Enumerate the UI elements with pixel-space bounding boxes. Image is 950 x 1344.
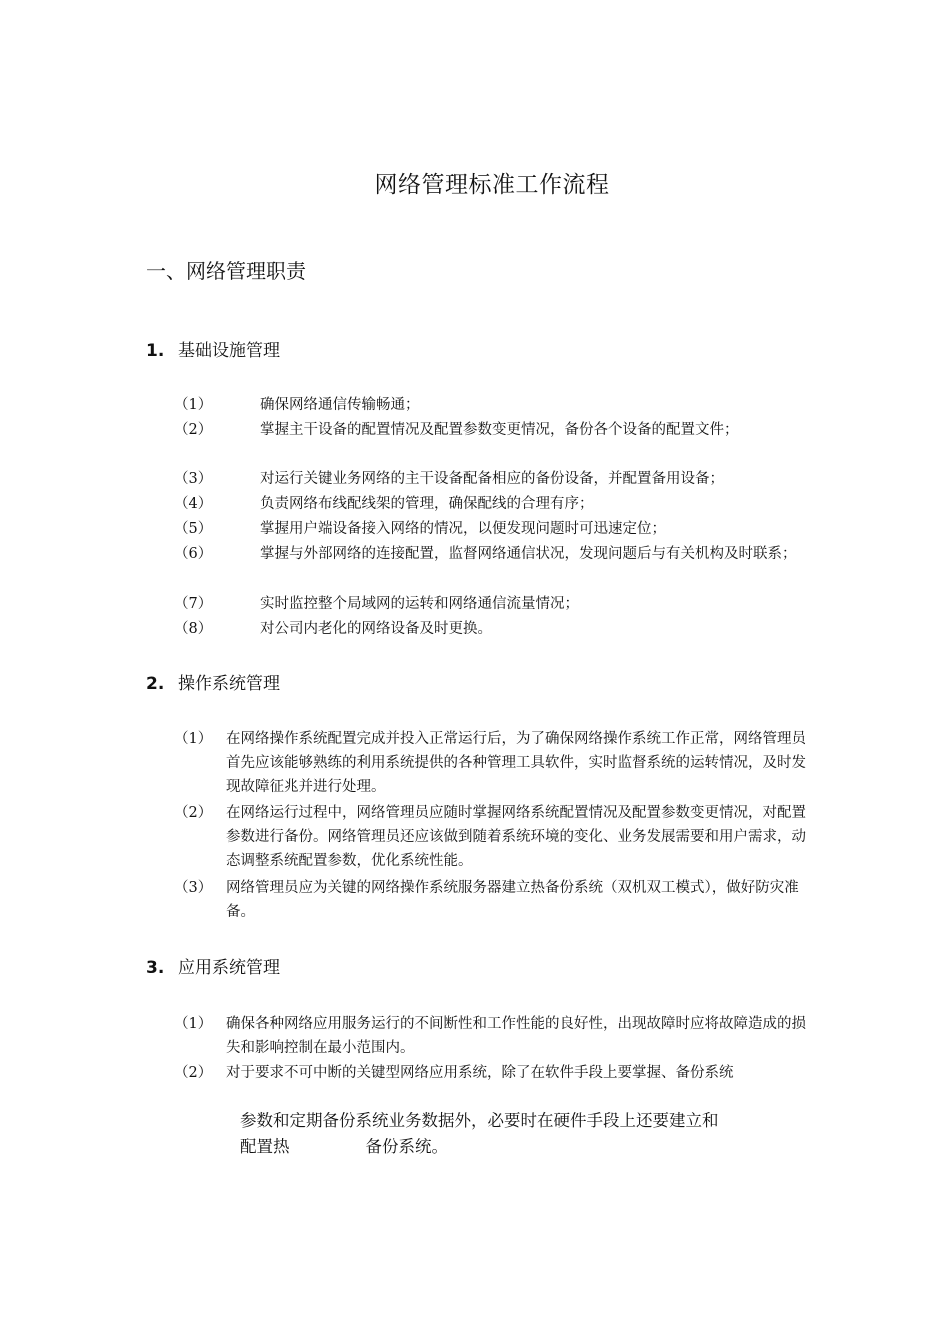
item-text: 掌握主干设备的配置情况及配置参数变更情况，备份各个设备的配置文件； [260, 422, 739, 438]
heading-text: 应用系统管理 [178, 958, 280, 978]
list-item [174, 1012, 814, 1060]
item-text: 对于要求不可中断的关键型网络应用系统，除了在软件手段上要掌握、备份系统 [226, 1065, 734, 1081]
list-item [174, 592, 814, 616]
item-marker: （2） [174, 1065, 213, 1081]
item-text: 在网络运行过程中，网络管理员应随时掌握网络系统配置情况及配置参数变更情况，对配置参数进行备份。网络管理员还应该做到随着系统环境的变化、业务发展需要和用户需求，动态调整系统配置参数，优化系统性能。 [226, 805, 806, 869]
list-item [174, 418, 814, 442]
heading-text: 操作系统管理 [178, 674, 280, 694]
list-item [174, 467, 814, 491]
list-item [174, 801, 814, 873]
heading-number: 2. [146, 674, 165, 694]
item-marker: （8） [174, 621, 213, 637]
item-marker: （7） [174, 596, 213, 612]
list-item [174, 542, 814, 566]
heading-number: 3. [146, 958, 165, 978]
continuation-line: 参数和定期备份系统业务数据外，必要时在硬件手段上还要建立和 [240, 1111, 719, 1130]
item-marker: （3） [174, 880, 213, 896]
item-marker: （4） [174, 496, 213, 512]
continuation-text: 备份系统。 [365, 1137, 448, 1156]
item-text: 在网络操作系统配置完成并投入正常运行后，为了确保网络操作系统工作正常，网络管理员首先应该能够熟练的利用系统提供的各种管理工具软件，实时监督系统的运转情况，及时发现故障征兆并进行处理。 [226, 731, 806, 795]
item-text: 对公司内老化的网络设备及时更换。 [260, 621, 492, 637]
item-text: 掌握用户端设备接入网络的情况，以便发现问题时可迅速定位； [260, 521, 666, 537]
list-item [174, 617, 814, 641]
heading-application-management [146, 953, 280, 978]
item-text: 对运行关键业务网络的主干设备配备相应的备份设备，并配置备用设备； [260, 471, 724, 487]
item-marker: （2） [174, 805, 213, 821]
page-title: 网络管理标准工作流程 [374, 172, 610, 198]
item-text: 掌握与外部网络的连接配置，监督网络通信状况，发现问题后与有关机构及时联系； [260, 546, 797, 562]
continuation-text: 配置热 [240, 1137, 290, 1156]
item-text: 负责网络布线配线架的管理，确保配线的合理有序； [260, 496, 594, 512]
list-item [174, 492, 814, 516]
item-marker: （3） [174, 471, 213, 487]
item-marker: （1） [174, 1016, 213, 1032]
item-text: 实时监控整个局域网的运转和网络通信流量情况； [260, 596, 579, 612]
heading-os-management [146, 669, 280, 694]
list-item [174, 517, 814, 541]
item-text: 确保网络通信传输畅通； [260, 397, 420, 413]
list-item [174, 876, 814, 924]
heading-text: 基础设施管理 [178, 341, 280, 361]
item-marker: （6） [174, 546, 213, 562]
section-heading: 一、网络管理职责 [146, 259, 306, 283]
list-item [174, 393, 814, 417]
item-marker: （1） [174, 731, 213, 747]
item-marker: （2） [174, 422, 213, 438]
item-text: 确保各种网络应用服务运行的不间断性和工作性能的良好性，出现故障时应将故障造成的损失和影响控制在最小范围内。 [226, 1016, 806, 1056]
heading-number: 1. [146, 341, 165, 361]
heading-infrastructure [146, 336, 280, 361]
continuation-line [240, 1134, 448, 1159]
item-text: 网络管理员应为关键的网络操作系统服务器建立热备份系统（双机双工模式），做好防灾准备。 [226, 880, 799, 920]
list-item [174, 1061, 814, 1085]
list-item [174, 727, 814, 799]
item-marker: （5） [174, 521, 213, 537]
item-marker: （1） [174, 397, 213, 413]
